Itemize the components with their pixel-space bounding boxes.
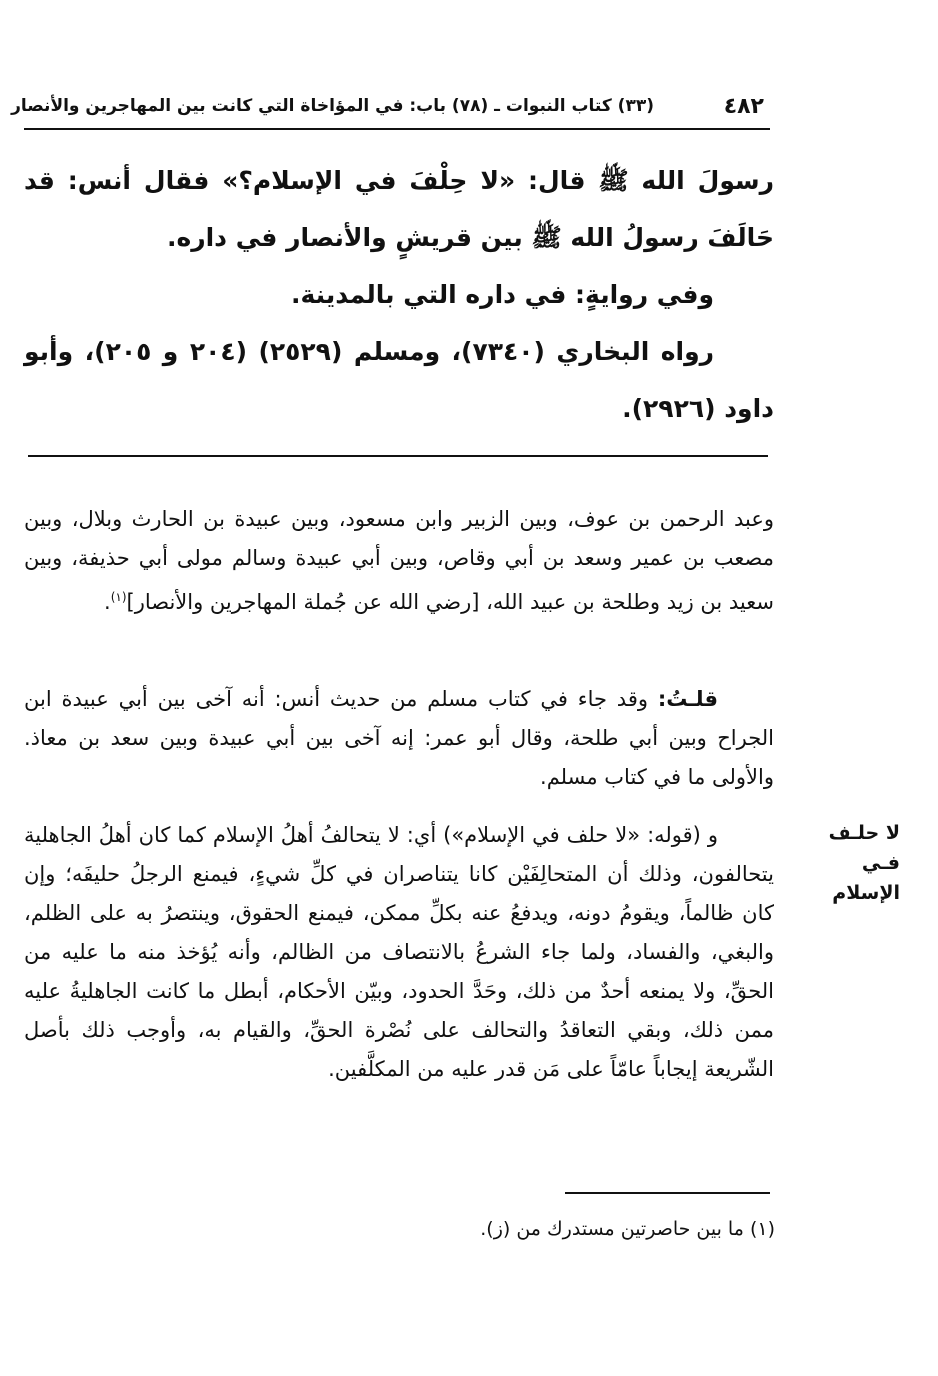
hadith-line: رسولَ الله ﷺ قال: «لا حِلْفَ في الإسلام؟» فقال أنس: قد حَالَفَ رسولُ الله ﷺ بين قريشٍ والأنصار في داره.	[24, 166, 774, 252]
note-lead: قلـتُ:	[657, 687, 718, 711]
margin-heading: لا حلـف فـي الإسلام	[828, 822, 900, 904]
page-number: ٤٨٢	[723, 94, 764, 119]
section-divider	[28, 455, 768, 457]
running-title: (٣٣) كتاب النبوات ـ (٧٨) باب: في المؤاخاة التي كانت بين المهاجرين والأنصار	[11, 96, 654, 116]
commentary-text: وعبد الرحمن بن عوف، وبين الزبير وابن مسعود، وبين عبيدة بن الحارث وبلال، وبين مصعب بن عمير وسعد بن أبي وقاص، وبين أبي عبيدة وسالم مولى أبي حذيفة، وبين سعيد بن زيد وطلحة بن عبيد الله، [رضي الله عن جُملة المهاجرين والأنصار]	[24, 507, 774, 614]
footnote-divider	[565, 1192, 770, 1194]
hadith-text	[24, 152, 774, 437]
commentary-text: وقد جاء في كتاب مسلم من حديث أنس: أنه آخى بين أبي عبيدة ابن الجراح وبين أبي طلحة، وقال أبو عمر: إنه آخى بين أبي عبيدة وبين سعد بن معاذ. والأولى ما في كتاب مسلم.	[24, 687, 774, 789]
footnote-marker: (١)	[110, 590, 127, 604]
page-header	[11, 92, 770, 130]
commentary-paragraph-1	[24, 500, 774, 622]
commentary-text: و (قوله: «لا حلف في الإسلام») أي: لا يتحالفُ أهلُ الإسلام كما كان أهلُ الجاهلية يتحالفون، وذلك أن المتحالِفَيْن كانا يتناصران في كلِّ شيءٍ، فيمنع الرجلُ حليفَه؛ وإن كان ظالماً، ويقومُ دونه، ويدفعُ عنه بكلِّ ممكن، فيمنع الحقوق، وينتصرُ به على الظلم، والبغي، والفساد، ولما جاء الشرعُ بالانتصاف من الظالم، وأنه يُؤخذ منه ما عليه من الحقِّ، ولا يمنعه أحدٌ من ذلك، وحَدَّ الحدود، وبيّن الأحكام، أبطل ما كانت الجاهليةُ عليه ممن ذلك، وبقي التعاقدُ والتحالف على نُصْرة الحقِّ، والقيام به، وأوجب ذلك بأصل الشّريعة إيجاباً عامّاً على مَن قدر عليه من المكلَّفين.	[24, 823, 774, 1081]
sentence-end: .	[104, 590, 111, 614]
hadith-variant: وفي روايةٍ: في داره التي بالمدينة.	[290, 280, 714, 309]
footnote: (١) ما بين حاصرتين مستدرك من (ز).	[480, 1218, 775, 1240]
commentary-paragraph-2	[24, 680, 774, 797]
hadith-source: رواه البخاري (٧٣٤٠)، ومسلم (٢٥٢٩) (٢٠٤ و ٢٠٥)، وأبو داود (٢٩٢٦).	[24, 337, 774, 423]
commentary-paragraph-3	[24, 816, 774, 1089]
